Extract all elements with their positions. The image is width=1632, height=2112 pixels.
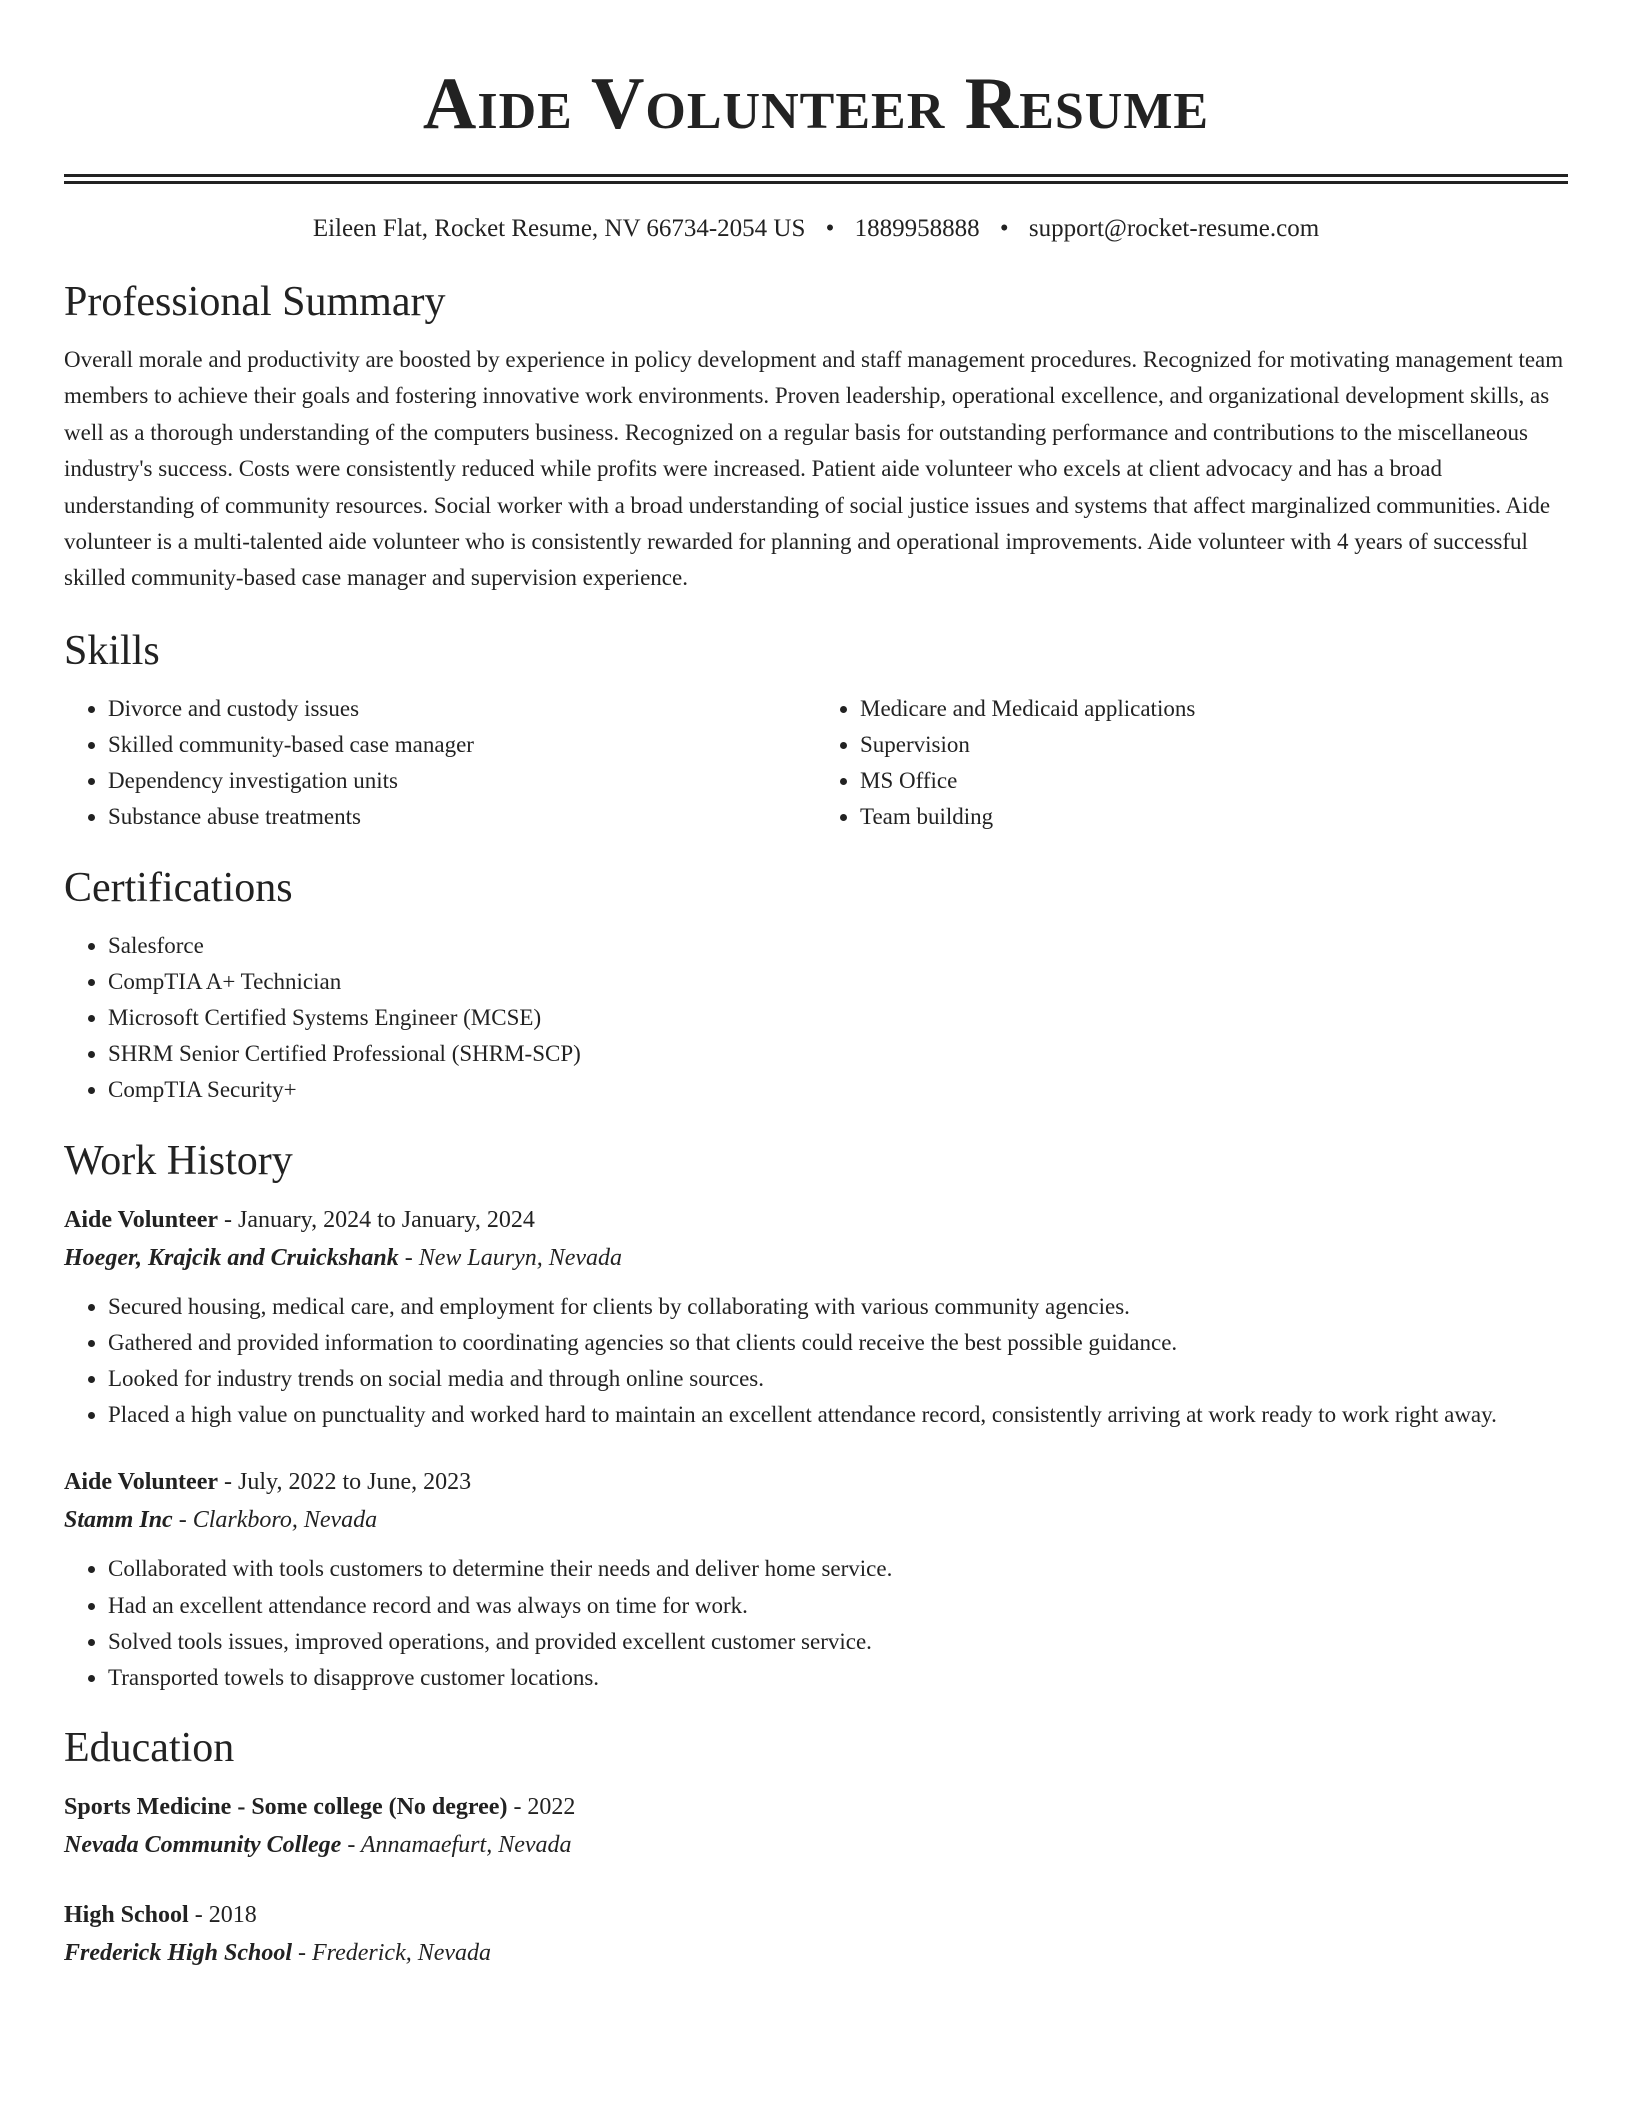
summary-text: Overall morale and productivity are boosted by experience in policy development and staff management procedures. Recognized for motivating management team members to achieve their goals and fostering innovative work environments. Proven leadership, operational excellence, and organizational development skills, as well as a thorough understanding of the computers business. Recognized on a regular basis for outstanding performance and contributions to the miscellaneous industry's success. Costs were consistently reduced while profits were increased. Patient aide volunteer who excels at client advocacy and has a broad understanding of community resources. Social worker with a broad understanding of social justice issues and systems that affect marginalized communities. Aide volunteer is a multi-talented aide volunteer who is consistently rewarded for planning and operational improvements. Aide volunteer with 4 years of successful skilled community-based case manager and supervision experience. [64,347,1564,591]
resume-title: Aide Volunteer Resume [422,63,1210,145]
list-item: • Secured housing, medical care, and employment for clients by collaborating with various community agencies. [108,1289,1568,1325]
list-item: • Had an excellent attendance record and was always on time for work. [108,1588,1568,1624]
education-institution [64,1934,1568,1972]
list-item: • CompTIA A+ Technician [108,964,1568,1000]
list-item: • Skilled community-based case manager [108,727,816,763]
education-year: - 2022 [507,1794,576,1821]
list-item: • Placed a high value on punctuality and worked hard to maintain an excellent attendance record, consistently arriving at work ready to work right away. [108,1397,1568,1433]
job-employer [64,1501,1568,1539]
skills-columns [64,691,1568,836]
list-item: • Gathered and provided information to coordinating agencies so that clients could receive the best possible guidance. [108,1325,1568,1361]
education-school: Nevada Community College [64,1832,342,1859]
list-item: • MS Office [860,763,1568,799]
list-item: • Supervision [860,727,1568,763]
list-item: • Team building [860,799,1568,835]
section-heading: Skills [64,627,160,674]
job-dates: - January, 2024 to January, 2024 [218,1206,535,1233]
work-history-section [64,1133,1568,1697]
job-location: - Clarkboro, Nevada [172,1507,378,1534]
certifications-section [64,860,1568,1109]
contact-phone: 1889958888 [854,215,980,242]
job-header [64,1463,1568,1501]
skills-list-right [816,691,1568,836]
list-item: • Microsoft Certified Systems Engineer (MCSE) [108,1000,1568,1036]
list-item: • SHRM Senior Certified Professional (SHRM-SCP) [108,1036,1568,1072]
job-bullets [64,1289,1568,1434]
education-entry [64,1788,1568,1864]
education-institution [64,1826,1568,1864]
job-title: Aide Volunteer [64,1469,219,1496]
job-header [64,1201,1568,1239]
contact-separator: • [999,215,1009,242]
job-title: Aide Volunteer [64,1206,219,1233]
section-heading: Education [64,1725,235,1772]
job-location: - New Lauryn, Nevada [398,1244,623,1271]
job-entry [64,1463,1568,1696]
job-dates: - July, 2022 to June, 2023 [218,1469,472,1496]
education-location: - Frederick, Nevada [292,1940,492,1967]
title-double-rule [64,174,1568,184]
skills-list-left [64,691,816,836]
education-degree: Sports Medicine - Some college (No degree) [64,1794,508,1821]
education-school: Frederick High School [64,1940,293,1967]
section-heading: Work History [64,1137,293,1184]
certifications-list [64,928,1568,1109]
list-item: • Collaborated with tools customers to determine their needs and deliver home service. [108,1551,1568,1587]
job-entry [64,1201,1568,1434]
job-employer [64,1239,1568,1277]
education-degree: High School [64,1902,189,1929]
professional-summary-section [64,274,1568,597]
list-item: • Solved tools issues, improved operations, and provided excellent customer service. [108,1624,1568,1660]
list-item: • Medicare and Medicaid applications [860,691,1568,727]
list-item: • Dependency investigation units [108,763,816,799]
contact-email: support@rocket-resume.com [1028,215,1320,242]
education-year: - 2018 [188,1902,257,1929]
job-company: Stamm Inc [64,1507,173,1534]
list-item: • Looked for industry trends on social media and through online sources. [108,1361,1568,1397]
job-company: Hoeger, Krajcik and Cruickshank [64,1244,399,1271]
list-item: • CompTIA Security+ [108,1072,1568,1108]
section-heading: Certifications [64,864,293,911]
section-heading: Professional Summary [64,279,446,325]
job-bullets [64,1551,1568,1696]
education-header [64,1788,1568,1826]
education-entry [64,1896,1568,1972]
education-section [64,1720,1568,1972]
contact-separator: • [825,215,835,242]
education-location: - Annamaefurt, Nevada [341,1832,572,1859]
list-item: • Divorce and custody issues [108,691,816,727]
list-item: • Transported towels to disapprove customer locations. [108,1660,1568,1696]
contact-line [64,210,1568,248]
contact-address: Eileen Flat, Rocket Resume, NV 66734-2054 US [312,215,806,242]
list-item: • Substance abuse treatments [108,799,816,835]
list-item: • Salesforce [108,928,1568,964]
education-header [64,1896,1568,1934]
skills-section [64,623,1568,836]
